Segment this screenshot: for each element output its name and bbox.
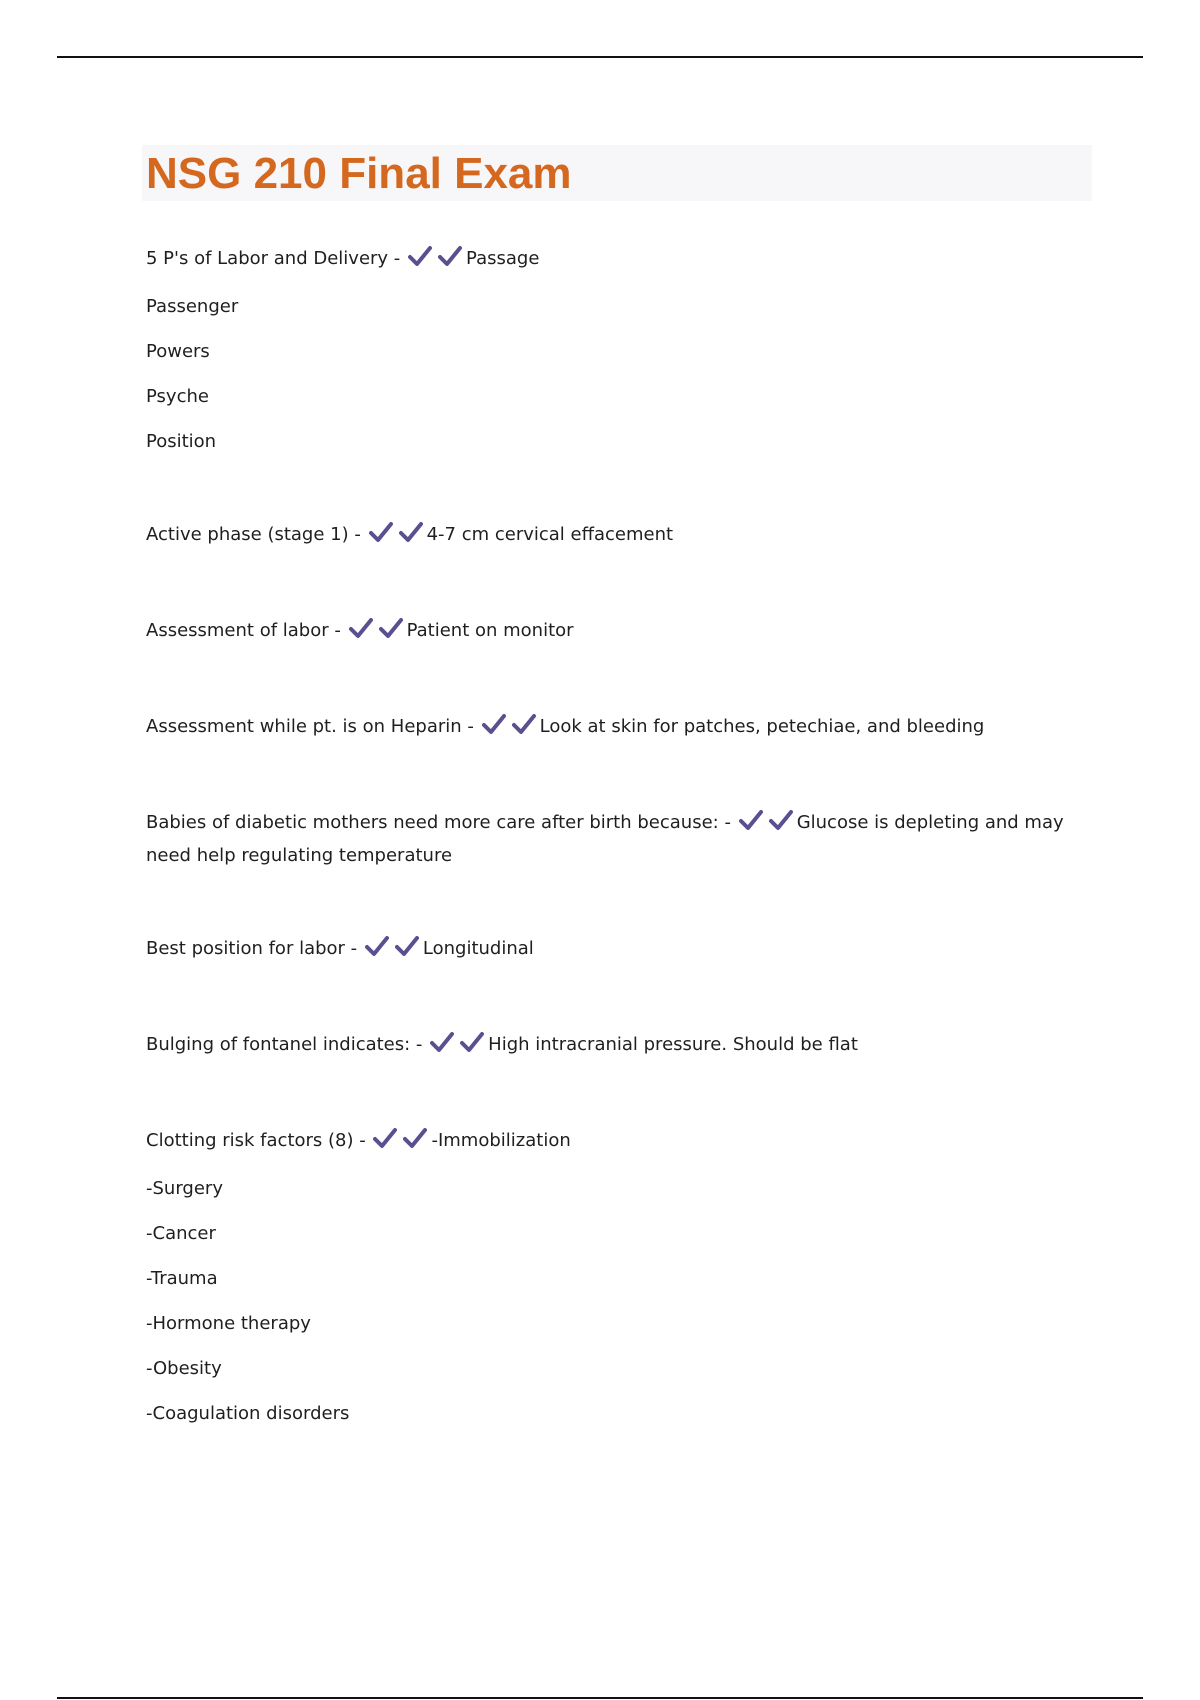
flashcard — [146, 244, 1096, 457]
checkmark-icon — [408, 245, 432, 267]
flashcard-definition: Passage — [466, 248, 540, 269]
flashcard-definition: Patient on monitor — [406, 620, 574, 641]
flashcard-definition-line: -Hormone therapy — [146, 1313, 311, 1334]
flashcard-term: Bulging of fontanel indicates: - — [146, 1034, 423, 1055]
flashcard — [146, 712, 1096, 745]
flashcard — [146, 1126, 1096, 1429]
checkmark-icon — [739, 809, 763, 831]
checkmark-icon — [430, 1031, 454, 1053]
flashcard — [146, 616, 1096, 649]
flashcard-term: Babies of diabetic mothers need more care after birth because: - — [146, 812, 731, 833]
double-check-marks — [430, 1031, 486, 1063]
flashcard-definition-line: Psyche — [146, 386, 209, 407]
flashcard-term: Assessment while pt. is on Heparin - — [146, 716, 474, 737]
flashcard-definition: Glucose is depleting and may need help regulating temperature — [146, 812, 1064, 866]
flashcard-definition: Look at skin for patches, petechiae, and bleeding — [539, 716, 985, 737]
checkmark-icon — [365, 935, 389, 957]
double-check-marks — [365, 935, 421, 967]
flashcard-term: Assessment of labor - — [146, 620, 341, 641]
flashcard-definition-line: -Trauma — [146, 1268, 218, 1289]
flashcard-first-line — [146, 934, 1096, 967]
checkmark-icon — [379, 617, 403, 639]
checkmark-icon — [460, 1031, 484, 1053]
double-check-marks — [369, 521, 425, 553]
checkmark-icon — [399, 521, 423, 543]
flashcard-first-line — [146, 1126, 1096, 1159]
flashcard-definition-line: -Surgery — [146, 1178, 223, 1199]
flashcard-list — [146, 244, 1096, 1429]
flashcard — [146, 934, 1096, 967]
flashcard-term: Clotting risk factors (8) - — [146, 1130, 366, 1151]
flashcard-definition: Longitudinal — [422, 938, 534, 959]
flashcard-term: Best position for labor - — [146, 938, 358, 959]
flashcard-term: 5 P's of Labor and Delivery - — [146, 248, 401, 269]
double-check-marks — [373, 1127, 429, 1159]
double-check-marks — [408, 245, 464, 277]
double-check-marks — [482, 713, 538, 745]
document-title: NSG 210 Final Exam — [146, 149, 572, 198]
double-check-marks — [739, 809, 795, 841]
checkmark-icon — [482, 713, 506, 735]
checkmark-icon — [512, 713, 536, 735]
checkmark-icon — [369, 521, 393, 543]
checkmark-icon — [438, 245, 462, 267]
flashcard-definition-line: -Obesity — [146, 1358, 222, 1379]
flashcard-first-line — [146, 616, 1096, 649]
top-rule — [57, 56, 1143, 58]
flashcard-first-line — [146, 808, 1096, 871]
bottom-rule — [57, 1697, 1143, 1699]
double-check-marks — [349, 617, 405, 649]
flashcard — [146, 1030, 1096, 1063]
flashcard-definition-line: Passenger — [146, 296, 239, 317]
checkmark-icon — [403, 1127, 427, 1149]
checkmark-icon — [373, 1127, 397, 1149]
flashcard-definition: 4-7 cm cervical effacement — [426, 524, 674, 545]
flashcard-first-line — [146, 712, 1096, 745]
flashcard-term: Active phase (stage 1) - — [146, 524, 361, 545]
flashcard — [146, 808, 1096, 871]
flashcard-definition-line: -Coagulation disorders — [146, 1403, 350, 1424]
flashcard-definition-line: Powers — [146, 341, 210, 362]
checkmark-icon — [769, 809, 793, 831]
flashcard-first-line — [146, 244, 1096, 277]
flashcard-first-line — [146, 520, 1096, 553]
flashcard-definition-line: Position — [146, 431, 217, 452]
flashcard-definition: High intracranial pressure. Should be flat — [488, 1034, 858, 1055]
checkmark-icon — [349, 617, 373, 639]
flashcard-first-line — [146, 1030, 1096, 1063]
flashcard-definition: -Immobilization — [431, 1130, 571, 1151]
flashcard-definition-line: -Cancer — [146, 1223, 216, 1244]
flashcard — [146, 520, 1096, 553]
checkmark-icon — [395, 935, 419, 957]
